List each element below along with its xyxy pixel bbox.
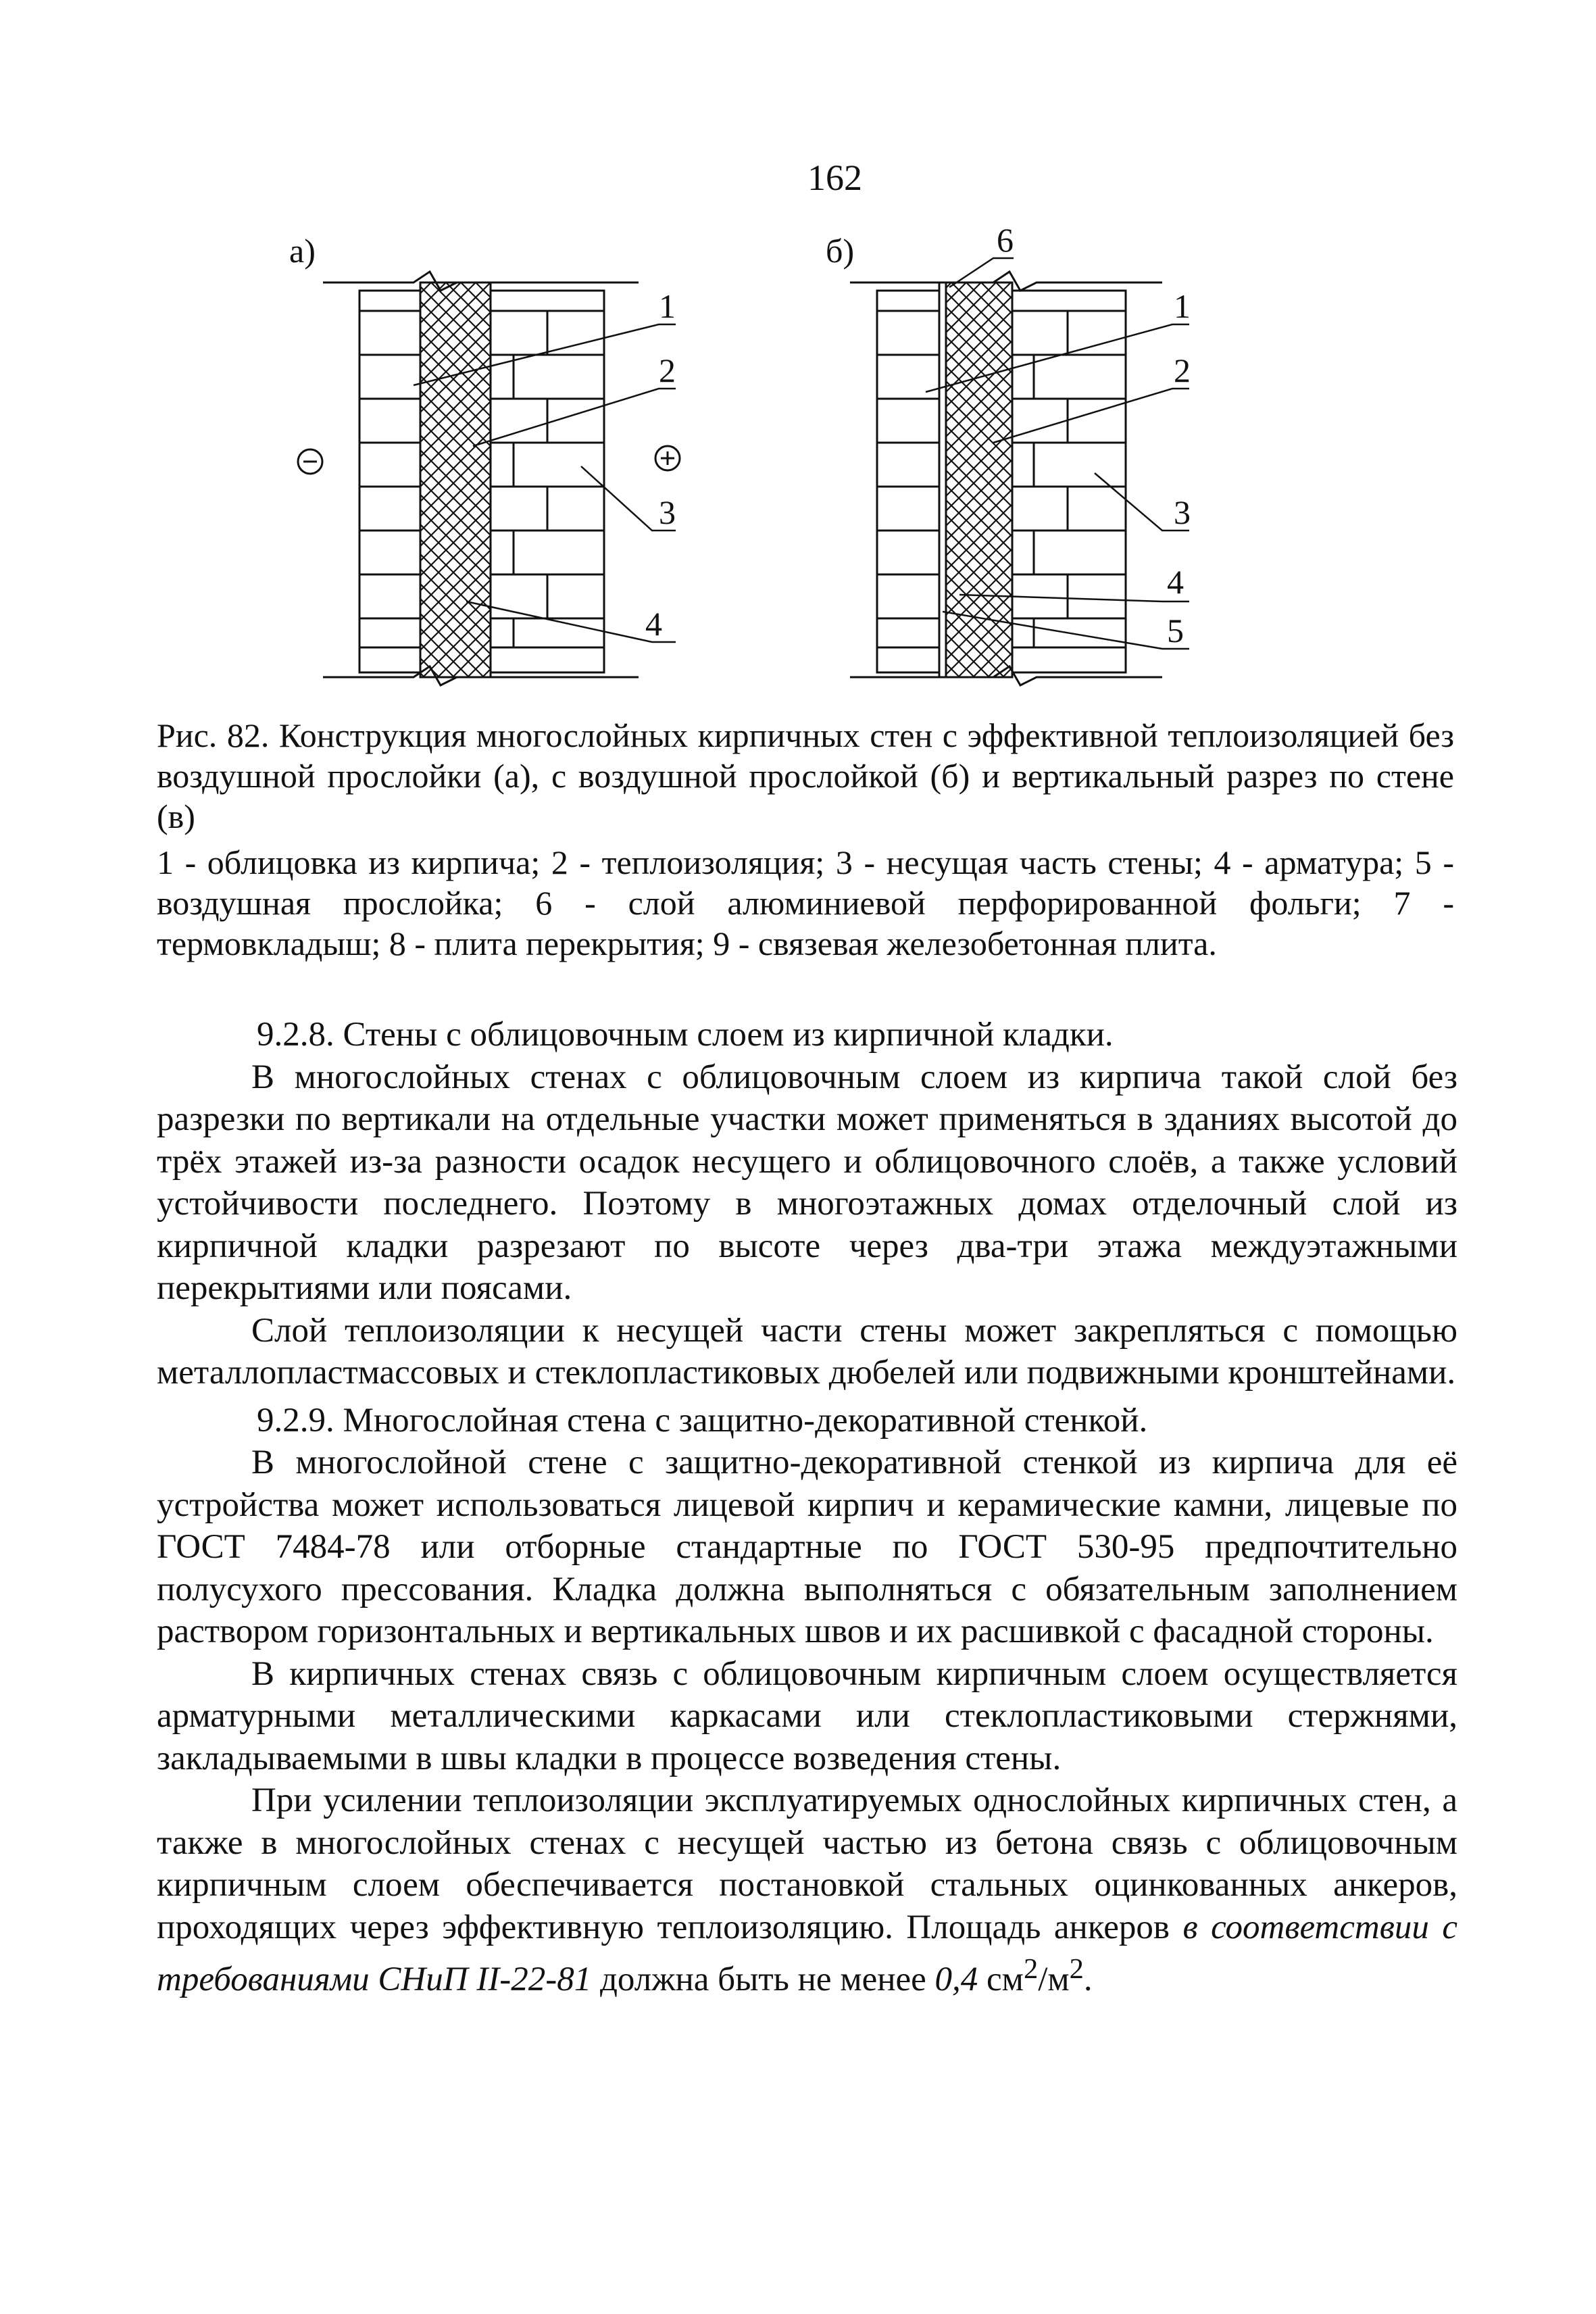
panel-b-label: б): [826, 232, 855, 270]
callout-b-6: 6: [997, 221, 1014, 259]
unit-m: /м: [1038, 1961, 1070, 1998]
unit-sup-1: 2: [1023, 1953, 1039, 1985]
paragraph-1: В многослойных стенах с облицовочным слоем из кирпича такой слой без разрезки по вертикали на отдельные участки может применяться в зданиях высотой до трёх этажей из-за разности осадок несущего и облицовочного слоёв, а также условий устойчивости последнего. Поэтому в многоэтажных домах отделочный слой из кирпичной кладки разрезают по высоте через два-три этажа междуэтажными перекрытиями или поясами.: [157, 1058, 1457, 1307]
paragraph-5: [157, 1779, 1457, 2001]
unit-sup-2: 2: [1069, 1953, 1084, 1985]
paragraph-4: В кирпичных стенах связь с облицовочным кирпичным слоем осуществляется арматурными металлическими каркасами или стеклопластиковыми стержнями, закладываемыми в швы кладки в процессе возведения стены.: [157, 1654, 1457, 1777]
unit-cm: см: [978, 1961, 1024, 1998]
panel-a-label: а): [289, 232, 316, 270]
section-heading-929: 9.2.9. Многослойная стена с защитно-декоративной стенкой.: [257, 1401, 1148, 1439]
callout-b-4: 4: [1167, 563, 1184, 601]
callout-a-3: 3: [659, 493, 676, 531]
caption-legend: 1 - облицовка из кирпича; 2 - теплоизоляция; 3 - несущая часть стены; 4 - арматура; 5 - воздушная прослойка; 6 - слой алюминиевой перфорированной фольги; 7 - термовкладыш; 8 - плита перекрытия; 9 - связевая железобетонная плита.: [157, 843, 1454, 962]
paragraph-5-mid: должна быть не менее: [591, 1961, 935, 1998]
figure-caption: [157, 715, 1454, 837]
paragraph-5-text: При усилении теплоизоляции эксплуатируемых однослойных кирпичных стен, а также в многослойных стенах с несущей частью из бетона связь с облицовочным кирпичным слоем обеспечивается постановкой стальных оцинкованных анкеров, проходящих через эффективную теплоизоляцию. Площадь анкеров: [157, 1781, 1457, 1946]
callout-b-3: 3: [1174, 493, 1191, 531]
anchor-area-value: 0,4: [934, 1961, 978, 1998]
snip-reference: в соответствии с требованиями СНиП II-22-81: [157, 1908, 1457, 1998]
callout-a-1: 1: [659, 287, 676, 325]
callout-b-1: 1: [1174, 287, 1191, 325]
caption-title: Рис. 82. Конструкция многослойных кирпичных стен с эффективной теплоизоляцией без воздушной прослойки (а), с воздушной прослойкой (б) и вертикальный разрез по стене (в): [157, 716, 1454, 835]
panel-b-wall: [850, 272, 1162, 685]
paragraph-3: В многослойной стене с защитно-декоративной стенкой из кирпича для её устройства может использоваться лицевой кирпич и керамические камни, лицевые по ГОСТ 7484-78 или отборные стандартные по ГОСТ 530-95 предпочтительно полусухого прессования. Кладка должна выполняться с обязательным заполнением раствором горизонтальных и вертикальных швов и их расшивкой с фасадной стороны.: [157, 1444, 1457, 1650]
wall-section-drawing: [0, 0, 1596, 703]
callout-b-5: 5: [1167, 612, 1184, 649]
paragraph-5-end: .: [1083, 1961, 1093, 1998]
figure-legend: [157, 842, 1454, 964]
callout-a-2: 2: [659, 351, 676, 389]
figure-82: [0, 0, 1596, 703]
callout-a-4: 4: [645, 605, 662, 643]
page-number: 162: [807, 157, 862, 198]
insulation-layer-a: [420, 282, 491, 677]
panel-a-wall: [323, 272, 639, 685]
paragraph-2: Слой теплоизоляции к несущей части стены может закрепляться с помощью металлопластмассовых и стеклопластиковых дюбелей или подвижными кронштейнами.: [157, 1311, 1457, 1392]
body-text: [157, 1014, 1457, 2001]
callout-b-2: 2: [1174, 351, 1191, 389]
section-heading-928: 9.2.8. Стены с облицовочным слоем из кирпичной кладки.: [257, 1016, 1114, 1054]
